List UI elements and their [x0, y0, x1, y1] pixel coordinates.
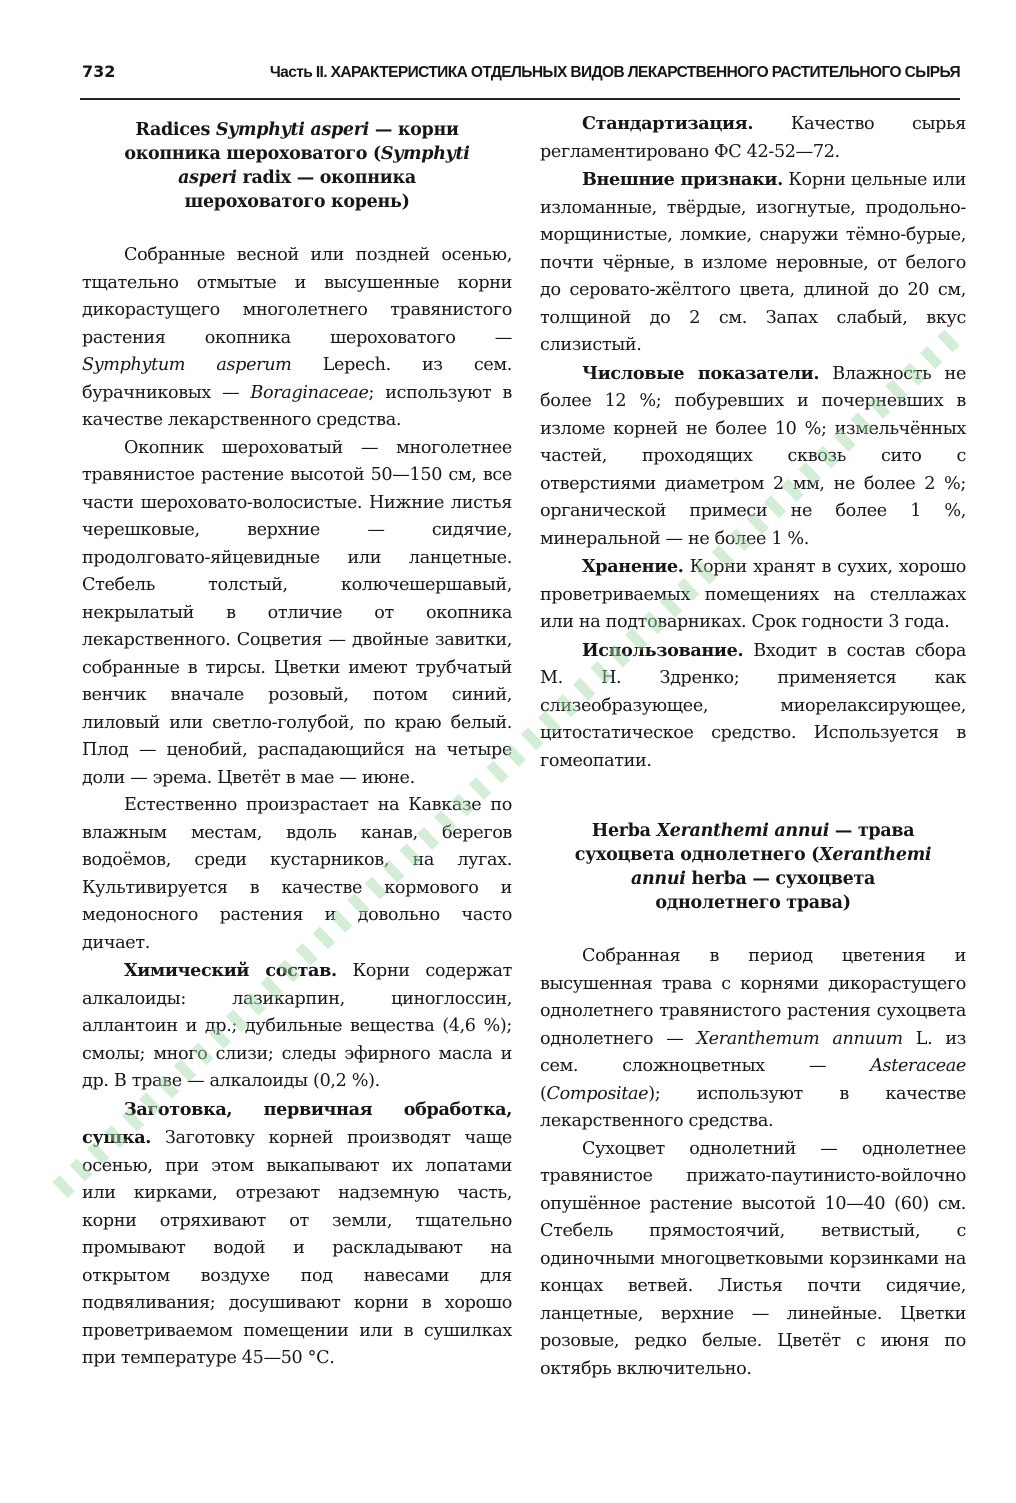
- numeric-indicators-paragraph: Числовые показатели. Влажность не более 12 %; побуревших и почерневших в изломе корней не более 10 %; измельчённых частей, проходящих сквозь сито с отверстиями диаметром 2 мм, не более 2 %; органической примеси не более 1 %, минеральной — не более 1 %.: [540, 362, 967, 549]
- header-rule: [80, 98, 960, 100]
- title-latin: Symphyti: [380, 144, 470, 164]
- title-line: — корни: [369, 120, 459, 140]
- description-paragraph: Сухоцвет однолетний — однолетнее травянистое прижато-паутинисто-войлочно опушённое растение высотой 10—40 (60) см. Стебель прямостоячий, ветвистый, с одиночными многоцветковыми корзинками на концах ветвей. Листья почти сидячие, ланцетные, верхние — линейные. Цветки розовые, редко белые. Цветёт с июня по октябрь включительно.: [540, 1138, 966, 1379]
- section-label: Заготовка, первичная обработка, сушка.: [82, 1098, 512, 1148]
- title-line: сухоцвета однолетнего (: [574, 845, 820, 865]
- monograph-title-xeranthemum: [558, 819, 948, 915]
- intro-paragraph: Собранная в период цветения и высушенная трава с корнями дикорастущего однолетнего травянистого растения сухоцвета однолетнего — Xeranthemum annuum L. из сем. сложноцветных — Asteraceae (Compositae); используют в качестве лекарственного средства.: [540, 946, 966, 1131]
- section-label: Числовые показатели.: [582, 362, 820, 384]
- title-latin: Xeranthemi annui: [656, 821, 830, 841]
- left-column: [82, 110, 512, 1373]
- section-label: Химический состав.: [124, 960, 337, 981]
- storage-paragraph: Хранение. Корни хранят в сухих, хорошо проветриваемых помещениях на стеллажах или на подтоварниках. Срок годности 3 года.: [540, 556, 966, 632]
- title-line: radix — окопника: [236, 168, 416, 188]
- title-line: окопника шероховатого (: [124, 144, 381, 164]
- title-latin: Symphyti asperi: [215, 120, 370, 140]
- right-column: [540, 110, 966, 1383]
- running-head: Часть II. ХАРАКТЕРИСТИКА ОТДЕЛЬНЫХ ВИДОВ ЛЕКАРСТВЕННОГО РАСТИТЕЛЬНОГО СЫРЬЯ: [269, 64, 960, 81]
- intro-paragraph: Собранные весной или поздней осенью, тщательно отмытые и высушенные корни дикорастущего многолетнего травянистого растения окопника шероховатого — Symphytum asperum Lepech. из сем. бурачниковых — Boraginaceae; используют в качестве лекарственного средства.: [82, 245, 512, 430]
- title-latin: annui: [630, 869, 686, 889]
- title-line: однолетнего трава): [655, 893, 851, 913]
- habitat-paragraph: Естественно произрастает на Кавказе по влажным местам, вдоль канав, берегов водоёмов, среди кустарников, на лугах. Культивируется в качестве кормового и медоносного растения и довольно часто дичает.: [82, 795, 512, 953]
- title-latin: asperi: [178, 168, 237, 188]
- section-label: Стандартизация.: [582, 113, 754, 134]
- harvest-paragraph: Заготовка, первичная обработка, сушка. Заготовку корней производят чаще осенью, при этом выкапывают их лопатами или кирками, отрезают надземную часть, корни отряхивают от земли, тщательно промывают водой и раскладывают на открытом воздухе под навесами для подвяливания; досушивают корни в хорошо проветриваемом помещении или в сушилках при температуре 45—50 °С.: [82, 1098, 512, 1368]
- section-label: Использование.: [582, 639, 744, 661]
- title-line: — трава: [829, 821, 915, 841]
- title-line: herba — сухоцвета: [685, 869, 876, 889]
- title-line: шероховатого корень): [184, 192, 410, 212]
- chemical-composition-paragraph: Химический состав. Корни содержат алкалоиды: лазикарпин, циноглоссин, аллантоин и др.; дубильные вещества (4,6 %); смолы; много слизи; следы эфирного масла и др. В траве — алкалоиды (0,2 %).: [82, 960, 512, 1091]
- section-label: Внешние признаки.: [582, 169, 783, 190]
- standardization-paragraph: Стандартизация. Качество сырья регламентировано ФС 42-52—72.: [540, 113, 966, 162]
- title-line: Radices: [135, 120, 216, 140]
- description-paragraph: Окопник шероховатый — многолетнее травянистое растение высотой 50—150 см, все части шероховато-волосистые. Нижние листья черешковые, верхние — сидячие, продолговато-яйцевидные или ланцетные. Стебель толстый, колючешершавый, некрылатый в отличие от окопника лекарственного. Соцветия — двойные завитки, собранные в тирсы. Цветки имеют трубчатый венчик вначале розовый, потом синий, лиловый или светло-голубой, по краю белый. Плод — ценобий, распадающийся на четыре доли — эрема. Цветёт в мае — июне.: [82, 437, 512, 788]
- title-line: Herba: [591, 821, 657, 841]
- section-label: Хранение.: [582, 556, 684, 577]
- appearance-paragraph: Внешние признаки. Корни цельные или изломанные, твёрдые, изогнутые, продольно-морщинистые, ломкие, снаружи тёмно-бурые, почти чёрные, в изломе неровные, от белого до серовато-жёлтого цвета, длиной до 20 см, толщиной до 2 см. Запах слабый, вкус слизистый.: [540, 169, 966, 355]
- monograph-title-symphytum: [100, 118, 494, 214]
- page-number: 732: [82, 62, 116, 81]
- usage-paragraph: Использование. Входит в состав сбора М. Н. Здренко; применяется как слизеобразующее, миорелаксирующее, цитостатическое средство. Используется в гомеопатии.: [540, 639, 966, 771]
- title-latin: Xeranthemi: [819, 845, 932, 865]
